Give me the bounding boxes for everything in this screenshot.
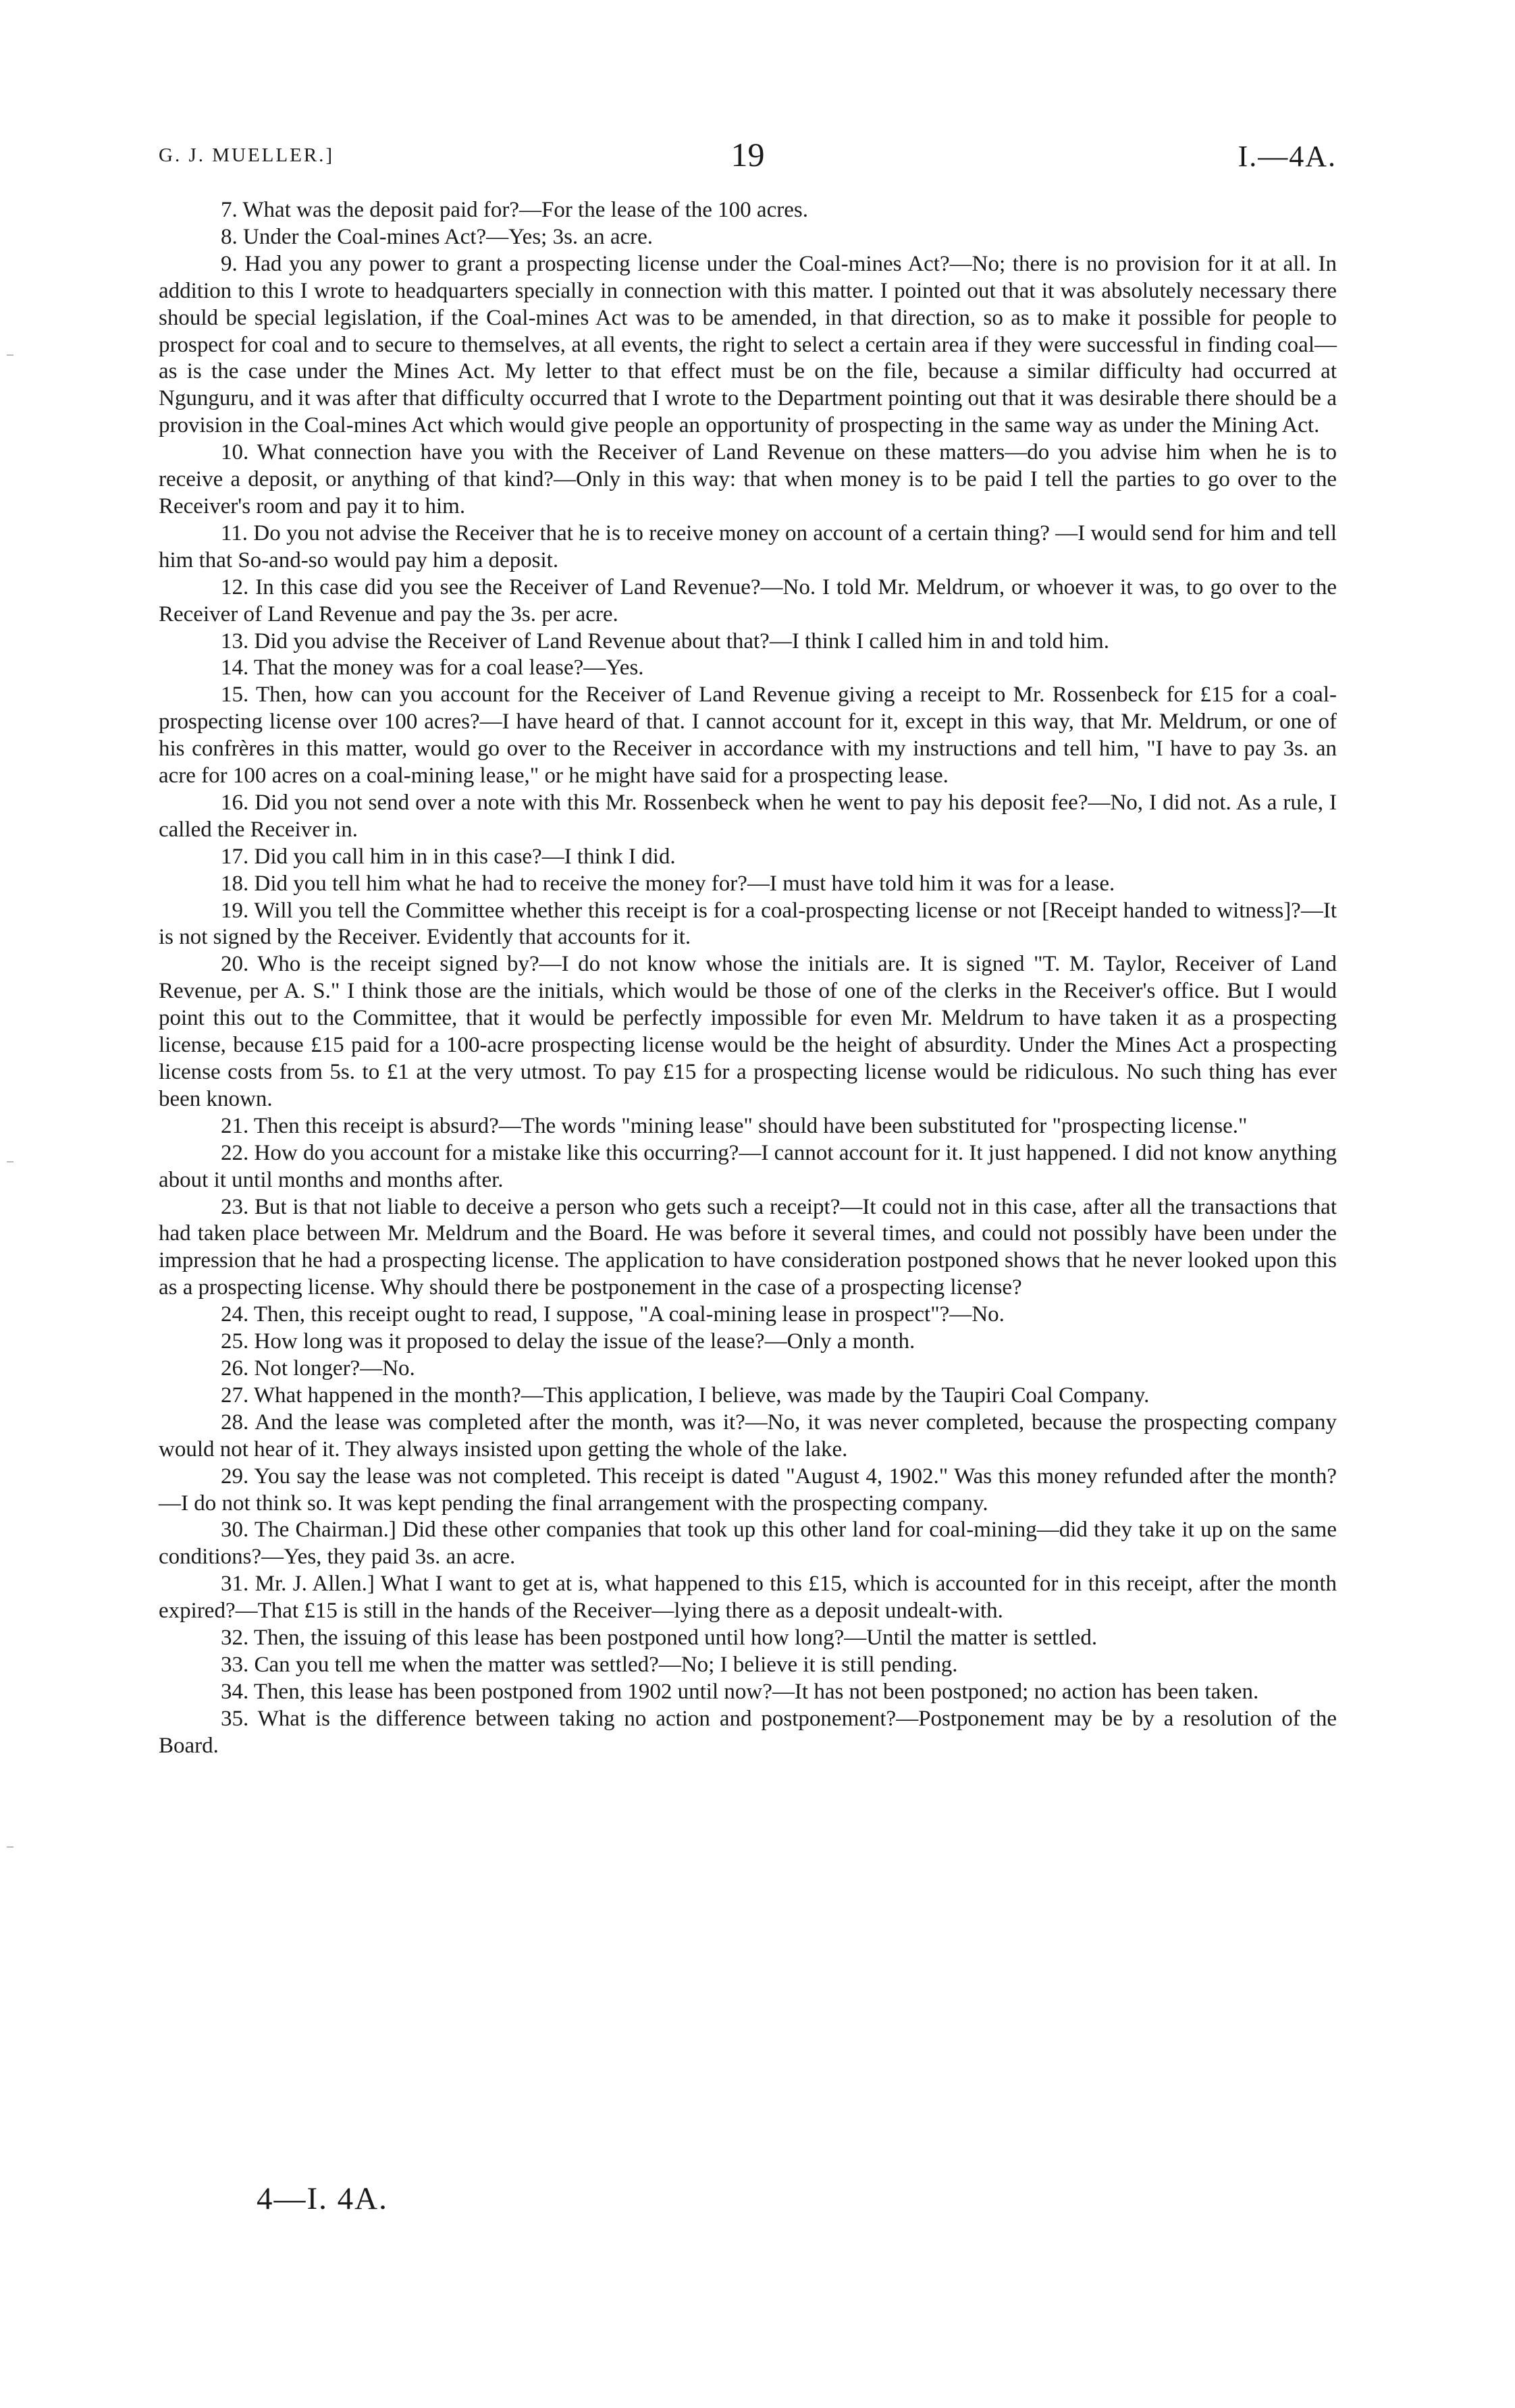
evidence-text (159, 197, 1337, 1760)
qa-paragraph: 15. Then, how can you account for the Receiver of Land Revenue giving a receipt to Mr. Rossenbeck for £15 for a coal-prospecting license over 100 acres?—I have heard of that. I cannot account for it, except in this way, that Mr. Meldrum, or one of his confrères in this matter, would go over to the Receiver in accordance with my instructions and tell him, "I have to pay 3s. an acre for 100 acres on a coal-mining lease," or he might have said for a prospecting lease. (159, 683, 1337, 788)
qa-paragraph: 21. Then this receipt is absurd?—The words "mining lease" should have been substituted for "prospecting license." (221, 1113, 1248, 1138)
qa-paragraph: 16. Did you not send over a note with this Mr. Rossenbeck when he went to pay his deposit fee?—No, I did not. As a rule, I called the Receiver in. (159, 790, 1337, 842)
qa-paragraph: 13. Did you advise the Receiver of Land Revenue about that?—I think I called him in and told him. (221, 628, 1109, 653)
qa-paragraph: 18. Did you tell him what he had to receive the money for?—I must have told him it was for a lease. (221, 871, 1115, 896)
qa-paragraph: 9. Had you any power to grant a prospecting license under the Coal-mines Act?—No; there is no provision for it at all. In addition to this I wrote to headquarters specially in connection with this matter. I pointed out that it was absolutely necessary there should be special legislation, if the Coal-mines Act was to be amended, in that direction, so as to make it possible for people to prospect for coal and to secure to themselves, at all events, the right to select a certain area if they were successful in finding coal—as is the case under the Mines Act. My letter to that effect must be on the file, because a similar difficulty had occurred at Ngunguru, and it was after that difficulty occurred that I wrote to the Department pointing out that it was desirable there should be a provision in the Coal-mines Act which would give people an opportunity of prospecting in the same way as under the Mining Act. (159, 251, 1337, 438)
qa-paragraph: 10. What connection have you with the Receiver of Land Revenue on these matters—do you advise him when he is to receive a deposit, or anything of that kind?—Only in this way: that when money is to be paid I tell the parties to go over to the Receiver's room and pay it to him. (159, 440, 1337, 518)
qa-paragraph: 22. How do you account for a mistake like this occurring?—I cannot account for it. It just happened. I did not know anything about it until months and months after. (159, 1140, 1337, 1192)
qa-paragraph: 7. What was the deposit paid for?—For the lease of the 100 acres. (221, 198, 808, 222)
qa-paragraph: 17. Did you call him in in this case?—I think I did. (221, 844, 676, 869)
qa-paragraph: 24. Then, this receipt ought to read, I suppose, "A coal-mining lease in prospect"?—No. (221, 1302, 1005, 1327)
qa-paragraph: 25. How long was it proposed to delay the issue of the lease?—Only a month. (221, 1329, 915, 1354)
qa-paragraph: 27. What happened in the month?—This application, I believe, was made by the Taupiri Coal Company. (221, 1383, 1150, 1408)
qa-paragraph: 28. And the lease was completed after the month, was it?—No, it was never completed, because the prospecting company would not hear of it. They always insisted upon getting the whole of the lake. (159, 1410, 1337, 1462)
qa-paragraph: 20. Who is the receipt signed by?—I do not know whose the initials are. It is signed "T. M. Taylor, Receiver of Land Revenue, per A. S." I think those are the initials, which would be those of one of the clerks in the Receiver's office. But I would point this out to the Committee, that it would be perfectly impossible for even Mr. Meldrum to have taken it as a prospecting license, because £15 paid for a 100-acre prospecting license would be the height of absurdity. Under the Mines Act a prospecting license costs from 5s. to £1 at the very utmost. To pay £15 for a prospecting license would be ridiculous. No such thing has ever been known. (159, 952, 1337, 1111)
qa-paragraph: 14. That the money was for a coal lease?—Yes. (221, 655, 644, 680)
page-number: 19 (730, 136, 765, 173)
signature-mark: 4—I. 4A. (257, 2181, 388, 2216)
margin-mark (7, 354, 14, 356)
qa-paragraph: 26. Not longer?—No. (221, 1356, 415, 1381)
qa-paragraph: 34. Then, this lease has been postponed from 1902 until now?—It has not been postponed; no action has been taken. (221, 1679, 1259, 1704)
qa-paragraph: 29. You say the lease was not completed. This receipt is dated "August 4, 1902." Was this money refunded after the month?—I do not think so. It was kept pending the final arrangement with the prospecting company. (159, 1464, 1337, 1516)
document-reference: I.—4A. (1238, 140, 1337, 173)
qa-paragraph: 8. Under the Coal-mines Act?—Yes; 3s. an acre. (221, 224, 654, 249)
qa-paragraph: 12. In this case did you see the Receiver of Land Revenue?—No. I told Mr. Meldrum, or whoever it was, to go over to the Receiver of Land Revenue and pay the 3s. per acre. (159, 574, 1337, 626)
running-head-author: G. J. MUELLER.] (159, 144, 335, 166)
margin-mark (7, 1161, 14, 1162)
qa-paragraph: 33. Can you tell me when the matter was settled?—No; I believe it is still pending. (221, 1652, 958, 1677)
qa-paragraph: 11. Do you not advise the Receiver that he is to receive money on account of a certain thing? —I would send for him and tell him that So-and-so would pay him a deposit. (159, 520, 1337, 572)
qa-paragraph: 32. Then, the issuing of this lease has been postponed until how long?—Until the matter is settled. (221, 1626, 1098, 1651)
page-header (159, 135, 1337, 182)
qa-paragraph: 31. Mr. J. Allen.] What I want to get at is, what happened to this £15, which is accounted for in this receipt, after the month expired?—That £15 is still in the hands of the Receiver—lying there as a deposit undealt-with. (159, 1572, 1337, 1624)
qa-paragraph: 23. But is that not liable to deceive a person who gets such a receipt?—It could not in this case, after all the transactions that had taken place between Mr. Meldrum and the Board. He was before it several times, and could not possibly have been under the impression that he had a prospecting license. The application to have consideration postponed shows that he never looked upon this as a prospecting license. Why should there be postponement in the case of a prospecting license? (159, 1194, 1337, 1300)
qa-paragraph: 30. The Chairman.] Did these other companies that took up this other land for coal-mining—did they take it up on the same conditions?—Yes, they paid 3s. an acre. (159, 1518, 1337, 1570)
qa-paragraph: 19. Will you tell the Committee whether this receipt is for a coal-prospecting license or not [Receipt handed to witness]?—It is not signed by the Receiver. Evidently that accounts for it. (159, 898, 1337, 950)
margin-mark (7, 1846, 14, 1848)
qa-paragraph: 35. What is the difference between taking no action and postponement?—Postponement may be by a resolution of the Board. (159, 1706, 1337, 1758)
